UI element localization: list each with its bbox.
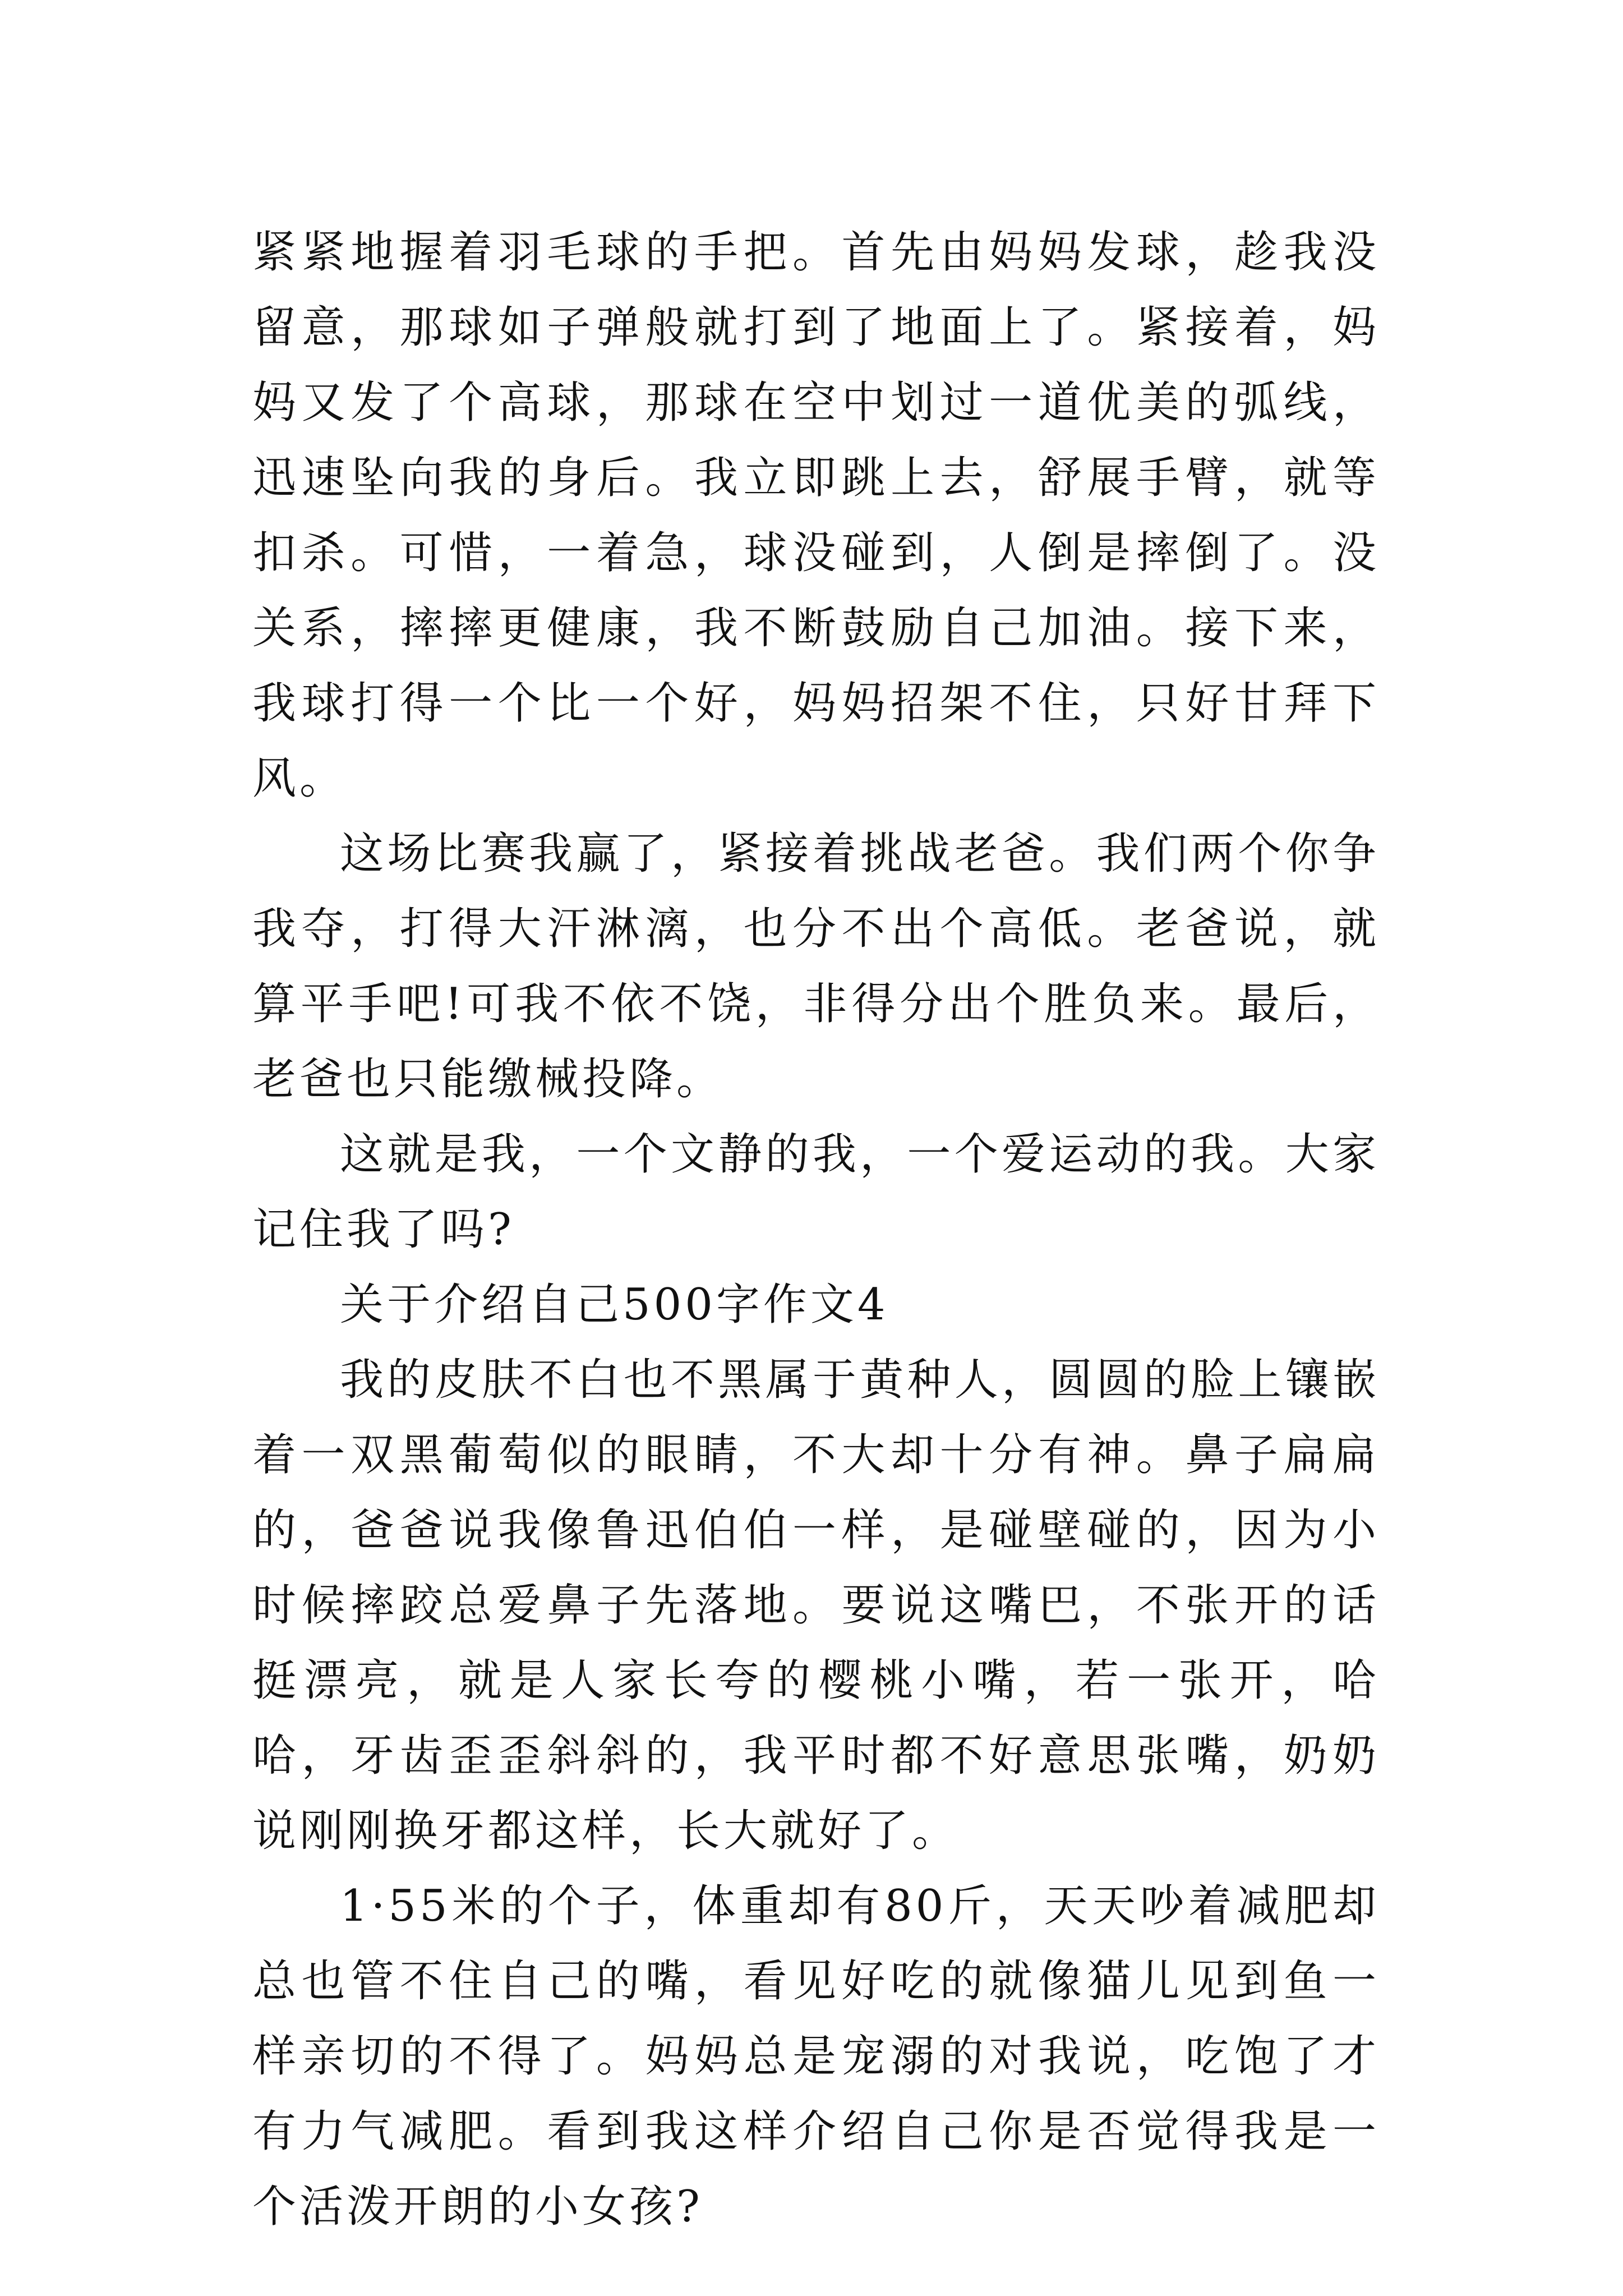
paragraph-appearance: 我的皮肤不白也不黑属于黄种人，圆圆的脸上镶嵌着一双黑葡萄似的眼睛，不大却十分有神。鼻子扁扁的，爸爸说我像鲁迅伯伯一样，是碰壁碰的，因为小时候摔跤总爱鼻子先落地。要说这嘴巴，不张开的话挺漂亮，就是人家长夸的樱桃小嘴，若一张开，哈哈，牙齿歪歪斜斜的，我平时都不好意思张嘴，奶奶说刚刚换牙都这样，长大就好了。	[252, 1355, 1380, 1856]
paragraph-conclusion: 这就是我，一个文静的我，一个爱运动的我。大家记住我了吗?	[252, 1129, 1380, 1255]
paragraph-challenge-dad: 这场比赛我赢了，紧接着挑战老爸。我们两个你争我夺，打得大汗淋漓，也分不出个高低。老爸说，就算平手吧!可我不依不饶，非得分出个胜负来。最后，老爸也只能缴械投降。	[252, 829, 1380, 1105]
document-body	[252, 215, 1380, 2244]
paragraph-badminton-with-mom: 紧紧地握着羽毛球的手把。首先由妈妈发球，趁我没留意，那球如子弹般就打到了地面上了。紧接着，妈妈又发了个高球，那球在空中划过一道优美的弧线，迅速坠向我的身后。我立即跳上去，舒展手臂，就等扣杀。可惜，一着急，球没碰到，人倒是摔倒了。没关系，摔摔更健康，我不断鼓励自己加油。接下来，我球打得一个比一个好，妈妈招架不住，只好甘拜下风。	[252, 227, 1380, 804]
paragraph-height-weight: 1·55米的个子，体重却有80斤，天天吵着减肥却总也管不住自己的嘴，看见好吃的就像猫儿见到鱼一样亲切的不得了。妈妈总是宠溺的对我说，吃饱了才有力气减肥。看到我这样介绍自己你是否觉得我是一个活泼开朗的小女孩?	[252, 1881, 1380, 2232]
essay-heading: 关于介绍自己500字作文4	[340, 1280, 889, 1330]
